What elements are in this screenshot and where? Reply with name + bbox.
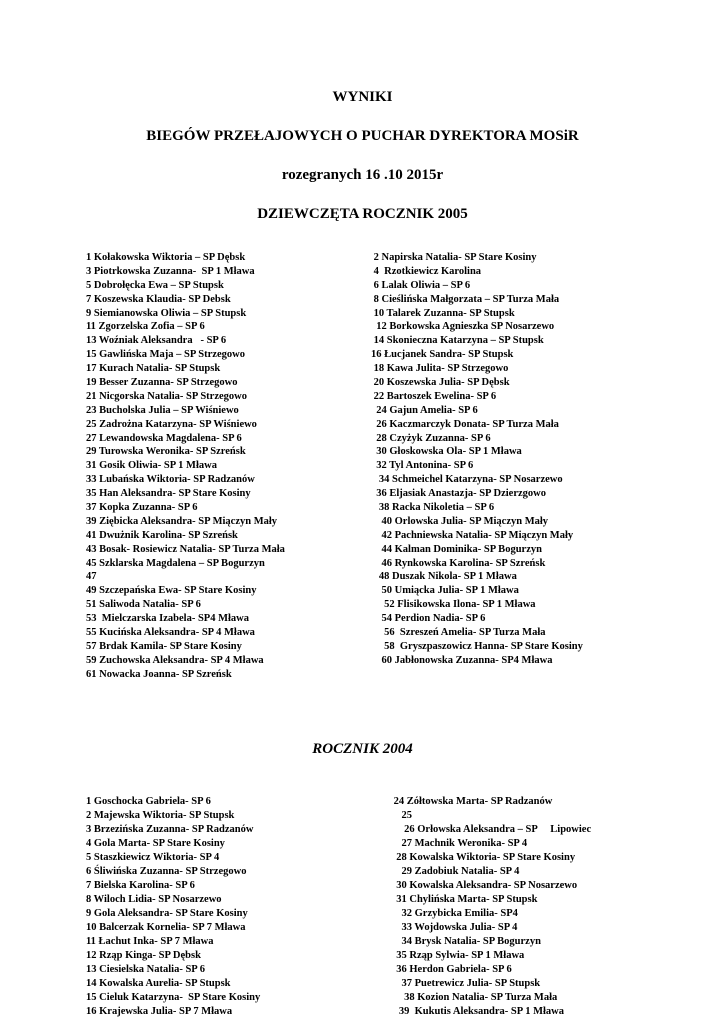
result-entry: 10 Balcerzak Kornelia- SP 7 Mława [86, 922, 246, 933]
result-entry: 29 Turowska Weronika- SP Szreńsk [86, 446, 246, 458]
result-entry: 56 Szreszeń Amelia- SP Turza Mała [371, 627, 546, 639]
result-entry: 32 Grzybicka Emilia- SP4 [391, 908, 518, 919]
result-entry: 54 Perdion Nadia- SP 6 [371, 613, 486, 625]
result-entry: 55 Kucińska Aleksandra- SP 4 Mława [86, 627, 255, 639]
result-entry: 23 Bucholska Julia – SP Wiśniewo [86, 404, 239, 416]
result-entry: 18 Kawa Julita- SP Strzegowo [371, 363, 509, 375]
result-entry: 34 Schmeichel Katarzyna- SP Nosarzewo [371, 474, 563, 486]
result-entry: 4 Gola Marta- SP Stare Kosiny [86, 838, 225, 849]
result-entry: 24 Gajun Amelia- SP 6 [371, 404, 478, 416]
result-entry: 49 Szczepańska Ewa- SP Stare Kosiny [86, 585, 257, 597]
result-entry: 60 Jabłonowska Zuzanna- SP4 Mława [371, 654, 553, 666]
result-entry: 14 Kowalska Aurelia- SP Stupsk [86, 978, 231, 989]
result-entry: 7 Koszewska Klaudia- SP Debsk [86, 293, 231, 305]
result-entry: 39 Ziębicka Aleksandra- SP Miączyn Mały [86, 515, 278, 527]
result-entry: 2 Majewska Wiktoria- SP Stupsk [86, 810, 235, 821]
result-entry: 12 Borkowska Agnieszka SP Nosarzewo [371, 321, 555, 333]
result-entry: 53 Mielczarska Izabela- SP4 Mława [86, 613, 250, 625]
result-entry: 51 Saliwoda Natalia- SP 6 [86, 599, 201, 611]
result-entry: 43 Bosak- Rosiewicz Natalia- SP Turza Mała [86, 543, 285, 555]
result-entry: 1 Kołakowska Wiktoria – SP Dębsk [86, 252, 246, 263]
result-entry: 47 [86, 571, 97, 583]
result-entry: 3 Brzezińska Zuzanna- SP Radzanów [86, 824, 254, 835]
result-entry: 6 Śliwińska Zuzanna- SP Strzegowo [86, 866, 247, 877]
results-2004-right-column [391, 795, 591, 1019]
result-entry: 40 Orlowska Julia- SP Miączyn Mały [371, 515, 549, 527]
result-entry: 3 Piotrkowska Zuzanna- SP 1 Mława [86, 265, 255, 277]
result-entry: 52 Flisikowska Ilona- SP 1 Mława [371, 599, 536, 611]
result-entry: 26 Orłowska Aleksandra – SP Lipowiec [391, 824, 592, 835]
title-wyniki: WYNIKI [332, 89, 393, 105]
result-entry: 58 Gryszpaszowicz Hanna- SP Stare Kosiny [371, 640, 583, 652]
result-entry: 16 Krajewska Julia- SP 7 Mława [86, 1006, 233, 1017]
result-entry: 24 Zółtowska Marta- SP Radzanów [391, 796, 553, 807]
result-entry: 30 Głoskowska Ola- SP 1 Mława [371, 446, 522, 458]
result-entry: 5 Dobrołęcka Ewa – SP Stupsk [86, 279, 224, 291]
result-entry: 4 Rzotkiewicz Karolina [371, 265, 482, 277]
result-entry: 46 Rynkowska Karolina- SP Szreńsk [371, 557, 546, 569]
result-entry: 13 Woźniak Aleksandra - SP 6 [86, 335, 227, 347]
result-entry: 11 Zgorzelska Zofia – SP 6 [86, 321, 205, 333]
result-entry: 1 Goschocka Gabriela- SP 6 [86, 796, 211, 807]
result-entry: 9 Gola Aleksandra- SP Stare Kosiny [86, 908, 248, 919]
result-entry: 35 Rząp Sylwia- SP 1 Mława [391, 950, 525, 961]
result-entry: 29 Zadobiuk Natalia- SP 4 [391, 866, 520, 877]
result-entry: 31 Gosik Oliwia- SP 1 Mława [86, 460, 217, 472]
result-entry: 30 Kowalska Aleksandra- SP Nosarzewo [391, 880, 578, 891]
result-entry: 28 Kowalska Wiktoria- SP Stare Kosiny [391, 852, 576, 863]
result-entry: 37 Puetrewicz Julia- SP Stupsk [391, 978, 541, 989]
results-2005-right-column [371, 251, 583, 668]
result-entry: 27 Lewandowska Magdalena- SP 6 [86, 432, 242, 444]
result-entry: 25 Zadrożna Katarzyna- SP Wiśniewo [86, 418, 257, 430]
result-entry: 19 Besser Zuzanna- SP Strzegowo [86, 377, 238, 389]
result-entry: 32 Tyl Antonina- SP 6 [371, 460, 474, 472]
result-entry: 61 Nowacka Joanna- SP Szreńsk [86, 668, 232, 680]
title-event: BIEGÓW PRZEŁAJOWYCH O PUCHAR DYREKTORA MOSiR [146, 128, 579, 144]
result-entry: 14 Skonieczna Katarzyna – SP Stupsk [371, 335, 544, 347]
result-entry: 22 Bartoszek Ewelina- SP 6 [371, 390, 497, 402]
result-entry: 57 Brdak Kamila- SP Stare Kosiny [86, 640, 242, 652]
results-2004-left-column [86, 795, 260, 1019]
result-entry: 5 Staszkiewicz Wiktoria- SP 4 [86, 852, 220, 863]
result-entry: 41 Dwużnik Karolina- SP Szreńsk [86, 529, 238, 541]
result-entry: 39 Kukutis Aleksandra- SP 1 Mława [391, 1006, 564, 1017]
result-entry: 11 Łachut Inka- SP 7 Mława [86, 936, 214, 947]
results-2005-left-column [86, 251, 285, 682]
result-entry: 42 Pachniewska Natalia- SP Miączyn Mały [371, 529, 574, 541]
result-entry: 36 Herdon Gabriela- SP 6 [391, 964, 512, 975]
result-entry: 50 Umiącka Julia- SP 1 Mława [371, 585, 519, 597]
result-entry: 33 Wojdowska Julia- SP 4 [391, 922, 518, 933]
section-title-2004: ROCZNIK 2004 [312, 741, 413, 757]
result-entry: 26 Kaczmarczyk Donata- SP Turza Mała [371, 418, 559, 430]
result-entry: 15 Cieluk Katarzyna- SP Stare Kosiny [86, 992, 261, 1003]
result-entry: 27 Machnik Weronika- SP 4 [391, 838, 528, 849]
result-entry: 8 Cieślińska Małgorzata – SP Turza Mała [371, 293, 560, 305]
result-entry: 35 Han Aleksandra- SP Stare Kosiny [86, 488, 251, 500]
result-entry: 6 Lalak Oliwia – SP 6 [371, 279, 471, 291]
result-entry: 21 Nicgorska Natalia- SP Strzegowo [86, 390, 247, 402]
result-entry: 33 Lubańska Wiktoria- SP Radzanów [86, 474, 255, 486]
result-entry: 20 Koszewska Julia- SP Dębsk [371, 377, 510, 389]
result-entry: 9 Siemianowska Oliwia – SP Stupsk [86, 307, 247, 319]
title-date: rozegranych 16 .10 2015r [281, 167, 444, 183]
result-entry: 2 Napirska Natalia- SP Stare Kosiny [371, 252, 537, 263]
result-entry: 34 Brysk Natalia- SP Bogurzyn [391, 936, 541, 947]
result-entry: 45 Szklarska Magdalena – SP Bogurzyn [86, 557, 265, 569]
result-entry: 13 Ciesielska Natalia- SP 6 [86, 964, 206, 975]
result-entry: 36 Eljasiak Anastazja- SP Dzierzgowo [371, 488, 546, 500]
result-entry: 17 Kurach Natalia- SP Stupsk [86, 363, 221, 375]
result-entry: 44 Kalman Dominika- SP Bogurzyn [371, 543, 542, 555]
result-entry: 16 Łucjanek Sandra- SP Stupsk [371, 349, 514, 361]
result-entry: 15 Gawlińska Maja – SP Strzegowo [86, 349, 245, 361]
result-entry: 25 [391, 810, 412, 821]
result-entry: 8 Wiloch Lidia- SP Nosarzewo [86, 894, 222, 905]
result-entry: 38 Kozion Natalia- SP Turza Mała [391, 992, 558, 1003]
result-entry: 38 Racka Nikoletia – SP 6 [371, 502, 495, 514]
title-category-2005: DZIEWCZĘTA ROCZNIK 2005 [257, 206, 468, 222]
result-entry: 31 Chylińska Marta- SP Stupsk [391, 894, 538, 905]
result-entry: 12 Rząp Kinga- SP Dębsk [86, 950, 201, 961]
result-entry: 37 Kopka Zuzanna- SP 6 [86, 502, 198, 514]
result-entry: 28 Czyżyk Zuzanna- SP 6 [371, 432, 491, 444]
result-entry: 59 Zuchowska Aleksandra- SP 4 Mława [86, 654, 264, 666]
result-entry: 7 Bielska Karolina- SP 6 [86, 880, 195, 891]
result-entry: 10 Talarek Zuzanna- SP Stupsk [371, 307, 515, 319]
result-entry: 48 Duszak Nikola- SP 1 Mława [371, 571, 517, 583]
